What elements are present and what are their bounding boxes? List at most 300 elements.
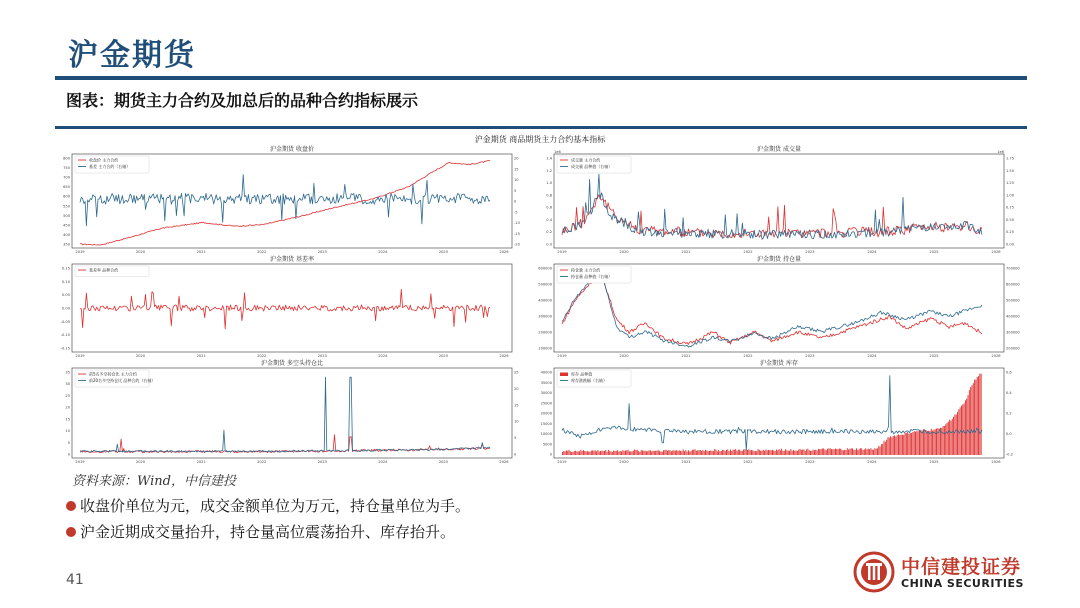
inventory-bar — [792, 451, 793, 455]
inventory-bar — [651, 451, 652, 455]
inventory-bar — [874, 448, 875, 455]
inventory-bar — [727, 449, 728, 455]
x-tick-label: 2026 — [991, 460, 1001, 464]
y-left-tick-label: 300000 — [538, 314, 552, 319]
close-price-panel — [58, 144, 530, 256]
y-right-tick-label: 15 — [514, 403, 519, 408]
inventory-bar — [615, 451, 616, 455]
inventory-bar — [780, 450, 781, 455]
chart-figure — [58, 130, 1022, 466]
inventory-bar — [893, 436, 894, 455]
x-tick-label: 2023 — [805, 250, 815, 254]
inventory-svg — [540, 358, 1022, 466]
y-left-tick-label: 400 — [63, 232, 70, 237]
y-left-tick-label: 10000 — [540, 432, 552, 436]
inventory-bar — [867, 449, 868, 455]
y-left-tick-label: 500 — [63, 213, 70, 218]
inventory-bar — [776, 449, 777, 455]
basis-rate-panel — [58, 254, 530, 360]
inventory-bar — [864, 449, 865, 455]
inventory-bar — [842, 450, 843, 455]
inventory-bar — [720, 451, 721, 455]
y-left-tick-label: 10 — [65, 429, 70, 434]
x-tick-label: 2026 — [499, 250, 509, 254]
x-tick-label: 2025 — [929, 460, 939, 464]
inventory-bar — [638, 451, 639, 455]
inventory-bar — [775, 451, 776, 455]
inventory-bar — [636, 450, 637, 455]
inventory-bar — [716, 450, 717, 455]
inventory-bar — [920, 430, 921, 455]
inventory-bar — [722, 450, 723, 455]
inventory-bar — [626, 450, 627, 455]
inventory-bar — [592, 450, 593, 455]
x-tick-label: 2024 — [867, 354, 877, 358]
close-svg — [58, 144, 530, 256]
inventory-bar — [970, 387, 971, 455]
inventory-bar — [717, 451, 718, 455]
y-left-tick-label: 0.4 — [546, 217, 552, 222]
inventory-bar — [783, 451, 784, 455]
inventory-bar — [800, 449, 801, 455]
x-tick-label: 2021 — [681, 250, 691, 254]
x-tick-label: 2022 — [257, 250, 267, 254]
inventory-bar — [735, 449, 736, 455]
inventory-bar — [788, 451, 789, 455]
y-left-tick-label: 800 — [63, 156, 70, 161]
inventory-bar — [705, 450, 706, 455]
inventory-bar — [573, 452, 574, 455]
inventory-bar — [928, 431, 929, 455]
legend-label: 基差 主力合约（右轴） — [89, 164, 131, 169]
inventory-bar — [951, 421, 952, 455]
inventory-bar — [628, 450, 629, 455]
inventory-bar — [810, 451, 811, 455]
inventory-bar — [741, 451, 742, 455]
inventory-bar — [702, 450, 703, 455]
inventory-bar — [979, 374, 980, 455]
inventory-bar — [632, 451, 633, 455]
inventory-bar — [760, 451, 761, 455]
inventory-bar — [859, 449, 860, 455]
inventory-bar — [730, 450, 731, 455]
y-left-tick-label: 5000 — [542, 442, 552, 447]
y-left-tick-label: 750 — [63, 166, 70, 171]
open_interest-svg — [540, 254, 1022, 360]
inventory-bar — [981, 374, 982, 455]
inventory-bar — [618, 452, 619, 455]
inventory-bar — [696, 451, 697, 455]
x-tick-label: 2022 — [743, 460, 753, 464]
y-left-tick-label: 350 — [63, 242, 70, 247]
inventory-bar — [823, 448, 824, 455]
y-left-tick-label: 30000 — [540, 391, 552, 395]
inventory-title: 沪金期货 库存 — [760, 360, 798, 367]
inventory-bar — [957, 412, 958, 455]
page-title: 沪金期货 — [68, 38, 196, 73]
inventory-bar — [881, 444, 882, 455]
inventory-bar — [655, 451, 656, 455]
x-tick-label: 2026 — [499, 460, 509, 464]
x-tick-label: 2020 — [619, 460, 629, 464]
y-right-tick-label: -5 — [514, 210, 518, 215]
y-left-tick-label: 0.00 — [61, 306, 70, 311]
x-tick-label: 2022 — [257, 354, 267, 358]
volume-svg — [540, 144, 1022, 256]
inventory-bar — [584, 451, 585, 455]
inventory-bar — [953, 417, 954, 455]
inventory-bar — [882, 444, 883, 455]
inventory-bar — [590, 452, 591, 455]
inventory-bar — [611, 451, 612, 455]
y-right-tick-label: 1.75 — [1006, 156, 1015, 161]
x-tick-label: 2022 — [257, 460, 267, 464]
x-tick-label: 2023 — [317, 354, 327, 358]
inventory-bar — [877, 448, 878, 455]
y-left-tick-label: 0.2 — [546, 230, 552, 235]
inventory-bar — [815, 450, 816, 455]
y-right-tick-label: 1.00 — [1006, 193, 1015, 198]
inventory-bar — [588, 451, 589, 455]
y-right-tick-label: 20 — [514, 386, 519, 391]
inventory-bar — [914, 431, 915, 455]
inventory-bar — [910, 433, 911, 455]
x-tick-label: 2019 — [557, 250, 567, 254]
inventory-bar — [764, 451, 765, 455]
legend-label: 持仓量 品种值（右轴） — [571, 274, 613, 279]
inventory-bar — [909, 434, 910, 455]
x-tick-label: 2026 — [991, 354, 1001, 358]
x-tick-label: 2026 — [499, 354, 509, 358]
inventory-bar — [747, 450, 748, 455]
y-left-tick-label: 1.0 — [546, 181, 552, 186]
y-right-tick-label: 1.25 — [1006, 181, 1015, 186]
inventory-bar — [840, 449, 841, 455]
inventory-bar — [594, 451, 595, 455]
inventory-bar — [870, 448, 871, 455]
inventory-bar — [919, 430, 920, 455]
close-legend — [75, 156, 149, 173]
inventory-bar — [839, 449, 840, 455]
inventory-bar — [856, 448, 857, 455]
inventory-bar — [678, 451, 679, 455]
inventory-bar — [668, 450, 669, 455]
inventory-bar — [821, 449, 822, 455]
inventory-bar — [612, 452, 613, 455]
inventory-bar — [748, 449, 749, 455]
figure-caption: 图表：期货主力合约及加总后的品种合约指标展示 — [66, 91, 419, 110]
inventory-bar — [607, 452, 608, 455]
inventory-bar — [570, 451, 571, 455]
x-tick-label: 2024 — [378, 354, 388, 358]
y-right-tick-label: 15 — [514, 167, 519, 172]
y-right-tick-label: 10 — [514, 419, 519, 424]
inventory-bar — [709, 451, 710, 455]
y-left-tick-label: 400000 — [538, 298, 552, 303]
inventory-bar — [679, 450, 680, 455]
inventory-bar — [634, 450, 635, 455]
inventory-bar — [645, 451, 646, 455]
inventory-bar — [750, 450, 751, 455]
inventory-bar — [846, 450, 847, 455]
inventory-bar — [903, 435, 904, 455]
inventory-bar — [621, 451, 622, 455]
inventory-bar — [886, 440, 887, 455]
inventory-bar — [642, 451, 643, 455]
inventory-bar — [575, 451, 576, 455]
x-tick-label: 2025 — [929, 354, 939, 358]
inventory-bar — [922, 431, 923, 455]
inventory-bar — [947, 423, 948, 455]
inventory-bar — [905, 433, 906, 455]
inventory-bar — [643, 451, 644, 455]
source-note: 资料来源：Wind，中信建投 — [72, 474, 236, 489]
inventory-bar — [924, 430, 925, 455]
inventory-bar — [685, 450, 686, 455]
inventory-bar — [885, 442, 886, 455]
inventory-bar — [675, 451, 676, 455]
inventory-bar — [797, 451, 798, 455]
volume-title: 沪金期货 成交量 — [757, 146, 801, 153]
inventory-bar — [692, 450, 693, 455]
inventory-bar — [891, 437, 892, 455]
legend-label: 持仓量 主力合约 — [571, 267, 601, 273]
y-left-tick-label: 600000 — [538, 266, 552, 271]
inventory-bar — [639, 452, 640, 455]
inventory-bar — [758, 449, 759, 455]
inventory-bar — [779, 449, 780, 455]
inventory-bar — [827, 449, 828, 455]
inventory-bar — [801, 450, 802, 455]
inventory-bar — [759, 450, 760, 455]
y-right-tick-label: 20 — [514, 156, 519, 161]
inventory-bar — [975, 379, 976, 455]
x-tick-label: 2019 — [75, 250, 85, 254]
inventory-bar — [664, 450, 665, 455]
inventory-bar — [733, 450, 734, 455]
inventory-bar — [972, 385, 973, 455]
inventory-bar — [890, 436, 891, 455]
y-right-tick-label: 700000 — [1006, 266, 1020, 271]
inventory-bar — [838, 449, 839, 455]
basis_rate-legend — [75, 266, 149, 277]
y-left-tick-label: -0.05 — [60, 319, 70, 324]
china-securities-emblem-icon — [853, 551, 895, 593]
inventory-bar — [596, 451, 597, 455]
y-right-tick-label: 5 — [514, 188, 517, 193]
y-right-tick-label: 300000 — [1006, 330, 1020, 335]
inventory-bar — [582, 451, 583, 455]
inventory-bar — [565, 451, 566, 455]
inventory-bar — [937, 428, 938, 455]
inventory-bar — [660, 452, 661, 455]
x-tick-label: 2022 — [743, 250, 753, 254]
long_short-svg — [58, 358, 530, 466]
y-right-tick-label: 0.00 — [1006, 242, 1015, 247]
legend-label: 基差率 品种合约 — [89, 267, 119, 273]
inventory-bar — [822, 448, 823, 455]
inventory-bar — [629, 451, 630, 455]
inventory-bar — [562, 452, 563, 455]
title-divider — [55, 76, 1027, 80]
inventory-bar — [817, 450, 818, 455]
y-left-tick-label: 25000 — [540, 401, 552, 406]
inventory-bar — [667, 451, 668, 455]
inventory-bar — [786, 450, 787, 455]
x-tick-label: 2024 — [378, 460, 388, 464]
y-left-tick-label: 600 — [63, 194, 70, 199]
inventory-bar — [844, 450, 845, 455]
inventory-bar — [861, 448, 862, 455]
y-right-tick-label: 0.2 — [1006, 411, 1012, 416]
inventory-bar — [684, 451, 685, 455]
inventory-bar — [977, 377, 978, 455]
inventory-bar — [819, 449, 820, 455]
x-tick-label: 2021 — [681, 460, 691, 464]
inventory-bar — [843, 450, 844, 455]
inventory-bar — [832, 449, 833, 455]
inventory-bar — [805, 451, 806, 455]
inventory-bar — [576, 451, 577, 455]
inventory-bar — [872, 449, 873, 455]
inventory-panel — [540, 358, 1022, 466]
inventory-bar — [587, 451, 588, 455]
inventory-bar — [744, 449, 745, 455]
inventory-bar — [930, 431, 931, 455]
inventory-bar — [954, 415, 955, 455]
inventory-bar — [579, 451, 580, 455]
inventory-bar — [853, 450, 854, 455]
y-left-tick-label: 0.0 — [546, 242, 552, 247]
long_short-legend — [75, 370, 155, 387]
inventory-bar — [855, 450, 856, 455]
inventory-bar — [567, 451, 568, 455]
axis-exponent-left: 1e6 — [554, 150, 561, 154]
inventory-bar — [793, 450, 794, 455]
inventory-bar — [964, 403, 965, 455]
inventory-bar — [807, 449, 808, 455]
legend-label: 库存涨跌幅（右轴） — [571, 378, 607, 383]
inventory-bar — [647, 451, 648, 455]
x-tick-label: 2023 — [317, 250, 327, 254]
inventory-bar — [666, 450, 667, 455]
y-left-tick-label: 650 — [63, 185, 70, 190]
inventory-bar — [806, 449, 807, 455]
inventory-bar — [674, 450, 675, 455]
legend-label: 库存 品种值 — [571, 371, 593, 377]
inventory-bar — [773, 450, 774, 455]
inventory-bar — [672, 450, 673, 455]
inventory-bar — [699, 450, 700, 455]
inventory-bar — [608, 450, 609, 455]
inventory-bar — [873, 450, 874, 455]
y-left-tick-label: 700 — [63, 175, 70, 180]
axis-exponent-right: 1e6 — [997, 150, 1004, 154]
inventory-bar — [595, 450, 596, 455]
legend-swatch — [560, 373, 568, 377]
inventory-bar — [613, 451, 614, 455]
x-tick-label: 2024 — [867, 250, 877, 254]
inventory-bar — [777, 450, 778, 455]
inventory-bar — [659, 451, 660, 455]
inventory-bar — [768, 450, 769, 455]
y-left-tick-label: 35000 — [540, 380, 552, 385]
inventory-bar — [784, 451, 785, 455]
inventory-bar — [852, 448, 853, 455]
inventory-bar — [683, 449, 684, 455]
x-tick-label: 2025 — [438, 250, 449, 254]
inventory-bar — [646, 451, 647, 455]
inventory-bar — [796, 451, 797, 455]
inventory-bar — [616, 451, 617, 455]
x-tick-label: 2020 — [135, 354, 146, 358]
inventory-bar — [697, 450, 698, 455]
inventory-bar — [894, 435, 895, 455]
inventory-bar — [962, 404, 963, 455]
inventory-bar — [927, 431, 928, 455]
inventory-bar — [876, 449, 877, 455]
inventory-bar — [828, 448, 829, 455]
y-right-tick-label: -10 — [514, 221, 520, 225]
inventory-bar — [974, 380, 975, 455]
inventory-bar — [591, 451, 592, 455]
y-left-tick-label: 0 — [549, 452, 552, 457]
inventory-bar — [713, 451, 714, 455]
x-tick-label: 2025 — [438, 354, 449, 358]
inventory-bar — [725, 451, 726, 455]
inventory-bar — [624, 451, 625, 455]
inventory-bar — [603, 451, 604, 455]
inventory-bar — [700, 450, 701, 455]
inventory-legend — [557, 370, 631, 387]
y-left-tick-label: 550 — [63, 204, 70, 209]
y-right-tick-label: 500000 — [1006, 298, 1020, 303]
inventory-bar — [888, 437, 889, 455]
inventory-bar — [742, 451, 743, 455]
inventory-bar — [945, 424, 946, 455]
inventory-bar — [691, 451, 692, 455]
y-right-tick-label: 0 — [514, 199, 517, 204]
open-interest-panel — [540, 254, 1022, 360]
inventory-bar — [763, 450, 764, 455]
inventory-bar — [813, 450, 814, 455]
y-left-tick-label: 200000 — [538, 330, 552, 335]
inventory-bar — [731, 451, 732, 455]
inventory-bar — [723, 450, 724, 455]
inventory-bar — [630, 451, 631, 455]
inventory-bar — [566, 450, 567, 455]
inventory-bar — [708, 451, 709, 455]
y-left-tick-label: 20000 — [540, 411, 552, 416]
inventory-bar — [671, 451, 672, 455]
x-tick-label: 2023 — [317, 460, 327, 464]
inventory-bar — [605, 450, 606, 455]
legend-label: 成交量 主力合约 — [571, 157, 601, 163]
inventory-bar — [769, 450, 770, 455]
x-tick-label: 2021 — [196, 354, 206, 358]
bullet-1 — [66, 495, 470, 516]
bullet-dot — [66, 527, 76, 537]
inventory-bar — [794, 451, 795, 455]
inventory-bar — [600, 451, 601, 455]
inventory-bar — [650, 450, 651, 455]
inventory-bar — [834, 449, 835, 455]
inventory-bar — [966, 399, 967, 455]
inventory-bar — [933, 430, 934, 455]
inventory-bar — [597, 450, 598, 455]
inventory-bar — [863, 450, 864, 455]
inventory-bar — [663, 450, 664, 455]
